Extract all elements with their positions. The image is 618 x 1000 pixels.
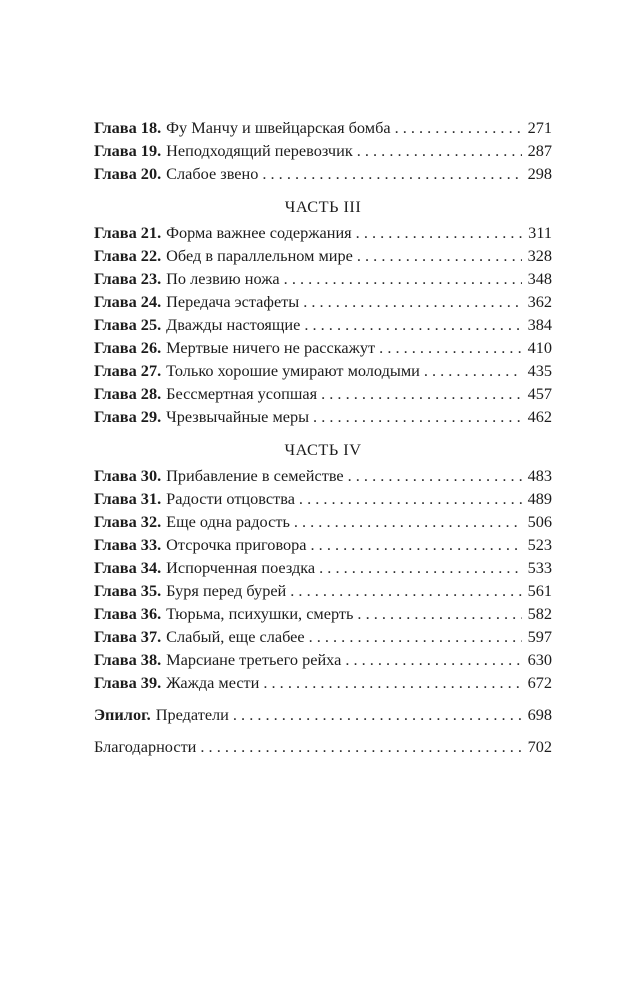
chapter-number: Глава 38.	[94, 650, 162, 669]
toc-entry	[94, 405, 552, 428]
chapter-title: Буря перед бурей	[166, 581, 287, 600]
dot-leader	[294, 510, 522, 533]
dot-leader	[424, 359, 522, 382]
page-number: 298	[527, 164, 552, 183]
toc-group-part2	[94, 116, 552, 185]
chapter-number: Глава 34.	[94, 558, 162, 577]
dot-leader	[303, 290, 522, 313]
page-number: 287	[527, 141, 552, 160]
dot-leader	[319, 556, 522, 579]
page-number: 328	[527, 246, 552, 265]
page-number: 582	[527, 604, 552, 623]
chapter-title: Радости отцовства	[166, 489, 295, 508]
dot-leader	[304, 313, 522, 336]
toc-entry	[94, 221, 552, 244]
chapter-title: Только хорошие умирают молодыми	[166, 361, 420, 380]
page-number: 597	[527, 627, 552, 646]
page-number: 410	[527, 338, 552, 357]
toc-entry	[94, 648, 552, 671]
dot-leader	[379, 336, 522, 359]
page-number: 348	[527, 269, 552, 288]
page-number: 698	[527, 705, 552, 724]
dot-leader	[263, 671, 522, 694]
dot-leader	[200, 735, 522, 758]
dot-leader	[395, 116, 522, 139]
toc-entry	[94, 313, 552, 336]
chapter-number: Глава 18.	[94, 118, 162, 137]
page-number: 702	[527, 737, 552, 756]
page-number: 672	[527, 673, 552, 692]
spacer	[94, 726, 552, 735]
dot-leader	[233, 703, 522, 726]
chapter-number: Глава 28.	[94, 384, 162, 403]
toc-entry	[94, 244, 552, 267]
chapter-title: По лезвию ножа	[166, 269, 280, 288]
chapter-number: Глава 29.	[94, 407, 162, 426]
chapter-title: Фу Манчу и швейцарская бомба	[166, 118, 391, 137]
page-number: 630	[527, 650, 552, 669]
chapter-title: Обед в параллельном мире	[166, 246, 353, 265]
toc-entry	[94, 382, 552, 405]
page-number: 561	[527, 581, 552, 600]
toc-entry	[94, 510, 552, 533]
chapter-title: Тюрьма, психушки, смерть	[166, 604, 354, 623]
chapter-number: Глава 24.	[94, 292, 162, 311]
dot-leader	[311, 533, 522, 556]
dot-leader	[321, 382, 522, 405]
toc-entry	[94, 625, 552, 648]
chapter-title: Дважды настоящие	[166, 315, 301, 334]
page-number: 489	[527, 489, 552, 508]
chapter-title: Прибавление в семействе	[166, 466, 344, 485]
toc-entry	[94, 162, 552, 185]
page-number: 462	[527, 407, 552, 426]
toc-entry	[94, 464, 552, 487]
toc-group-part3	[94, 221, 552, 428]
chapter-title: Бессмертная усопшая	[166, 384, 318, 403]
page-number: 384	[527, 315, 552, 334]
dot-leader	[345, 648, 522, 671]
dot-leader	[357, 602, 522, 625]
dot-leader	[290, 579, 522, 602]
page-number: 435	[527, 361, 552, 380]
page-number: 483	[527, 466, 552, 485]
toc-entry	[94, 487, 552, 510]
dot-leader	[262, 162, 522, 185]
chapter-title: Мертвые ничего не расскажут	[166, 338, 376, 357]
chapter-number: Глава 22.	[94, 246, 162, 265]
page-number: 523	[527, 535, 552, 554]
chapter-number: Глава 19.	[94, 141, 162, 160]
chapter-number: Глава 33.	[94, 535, 162, 554]
chapter-number: Глава 32.	[94, 512, 162, 531]
toc-entry	[94, 579, 552, 602]
toc-group-part4	[94, 464, 552, 694]
toc-entry	[94, 671, 552, 694]
toc-entry-epilogue	[94, 703, 552, 726]
toc-entry	[94, 556, 552, 579]
toc-entry	[94, 359, 552, 382]
toc-entry	[94, 290, 552, 313]
chapter-title: Еще одна радость	[166, 512, 290, 531]
part-heading-4: ЧАСТЬ IV	[284, 440, 362, 459]
dot-leader	[356, 221, 522, 244]
chapter-title: Отсрочка приговора	[166, 535, 307, 554]
epilogue-title: Предатели	[155, 705, 229, 724]
page-number: 271	[527, 118, 552, 137]
dot-leader	[313, 405, 522, 428]
toc-entry	[94, 116, 552, 139]
acknowledgements-title: Благодарности	[94, 737, 197, 756]
chapter-title: Испорченная поездка	[166, 558, 316, 577]
chapter-title: Неподходящий перевозчик	[166, 141, 353, 160]
page-number: 533	[527, 558, 552, 577]
toc-entry	[94, 602, 552, 625]
chapter-title: Марсиане третьего рейха	[166, 650, 342, 669]
chapter-number: Глава 25.	[94, 315, 162, 334]
chapter-title: Жажда мести	[166, 673, 260, 692]
chapter-number: Глава 20.	[94, 164, 162, 183]
dot-leader	[357, 139, 522, 162]
table-of-contents	[94, 116, 552, 758]
chapter-number: Глава 36.	[94, 604, 162, 623]
page-number: 362	[527, 292, 552, 311]
dot-leader	[357, 244, 522, 267]
toc-entry	[94, 139, 552, 162]
toc-entry	[94, 533, 552, 556]
toc-entry	[94, 267, 552, 290]
toc-entry-acknowledgements	[94, 735, 552, 758]
dot-leader	[299, 487, 522, 510]
chapter-title: Чрезвычайные меры	[166, 407, 310, 426]
page-number: 311	[528, 223, 552, 242]
page-number: 506	[527, 512, 552, 531]
chapter-number: Глава 31.	[94, 489, 162, 508]
chapter-title: Передача эстафеты	[166, 292, 300, 311]
dot-leader	[348, 464, 522, 487]
chapter-title: Слабое звено	[166, 164, 259, 183]
dot-leader	[284, 267, 522, 290]
epilogue-label: Эпилог.	[94, 705, 151, 724]
dot-leader	[309, 625, 522, 648]
chapter-number: Глава 27.	[94, 361, 162, 380]
chapter-number: Глава 23.	[94, 269, 162, 288]
chapter-number: Глава 37.	[94, 627, 162, 646]
page-number: 457	[527, 384, 552, 403]
chapter-number: Глава 30.	[94, 466, 162, 485]
part-heading-3: ЧАСТЬ III	[284, 197, 362, 216]
chapter-number: Глава 35.	[94, 581, 162, 600]
toc-entry	[94, 336, 552, 359]
spacer	[94, 694, 552, 703]
chapter-number: Глава 39.	[94, 673, 162, 692]
chapter-number: Глава 21.	[94, 223, 162, 242]
chapter-title: Форма важнее содержания	[166, 223, 352, 242]
chapter-title: Слабый, еще слабее	[166, 627, 305, 646]
chapter-number: Глава 26.	[94, 338, 162, 357]
